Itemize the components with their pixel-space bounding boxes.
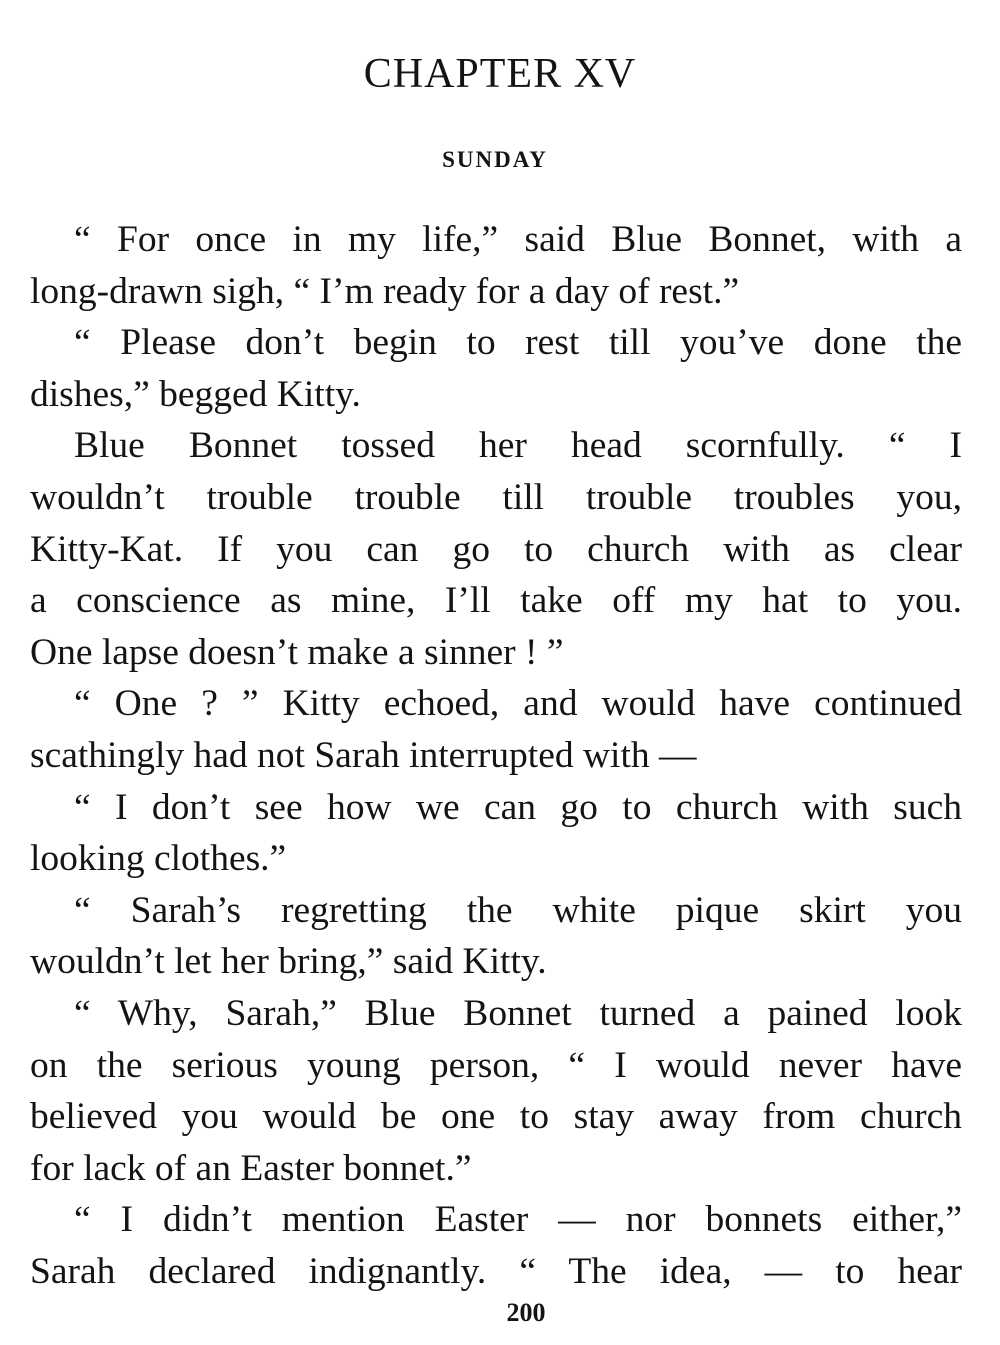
text-line: on the serious young person, “ I would never have: [30, 1044, 962, 1086]
text-line: Kitty-Kat. If you can go to church with as clear: [30, 528, 962, 570]
text-line: “ I don’t see how we can go to church with such: [74, 786, 962, 828]
text-line: scathingly had not Sarah interrupted with —: [30, 734, 697, 776]
text-line: “ For once in my life,” said Blue Bonnet, with a: [74, 219, 962, 260]
text-line: dishes,” begged Kitty.: [30, 373, 361, 415]
text-line: wouldn’t let her bring,” said Kitty.: [30, 941, 547, 983]
text-line: One lapse doesn’t make a sinner ! ”: [30, 631, 564, 673]
text-line: Sarah declared indignantly. “ The idea, — to hear: [30, 1250, 962, 1292]
page-number: 200: [506, 1298, 546, 1327]
text-line: looking clothes.”: [30, 838, 287, 880]
text-line: wouldn’t trouble trouble till trouble troubles you,: [30, 476, 962, 518]
text-line: long-drawn sigh, “ I’m ready for a day of rest.”: [30, 270, 740, 312]
text-line: believed you would be one to stay away from church: [30, 1096, 962, 1138]
chapter-title: CHAPTER XV: [363, 51, 637, 97]
text-line: “ I didn’t mention Easter — nor bonnets either,”: [74, 1199, 962, 1241]
body-text: [30, 214, 962, 1297]
text-line: Blue Bonnet tossed her head scornfully. “ I: [74, 425, 962, 467]
text-line: “ Please don’t begin to rest till you’ve done the: [74, 322, 962, 364]
text-line: “ Why, Sarah,” Blue Bonnet turned a pained look: [74, 992, 962, 1034]
text-line: “ One ? ” Kitty echoed, and would have continued: [74, 683, 962, 725]
chapter-subtitle: SUNDAY: [442, 147, 548, 172]
text-line: a conscience as mine, I’ll take off my hat to you.: [30, 580, 962, 622]
text-line: “ Sarah’s regretting the white pique skirt you: [74, 889, 962, 931]
text-line: for lack of an Easter bonnet.”: [30, 1147, 472, 1189]
